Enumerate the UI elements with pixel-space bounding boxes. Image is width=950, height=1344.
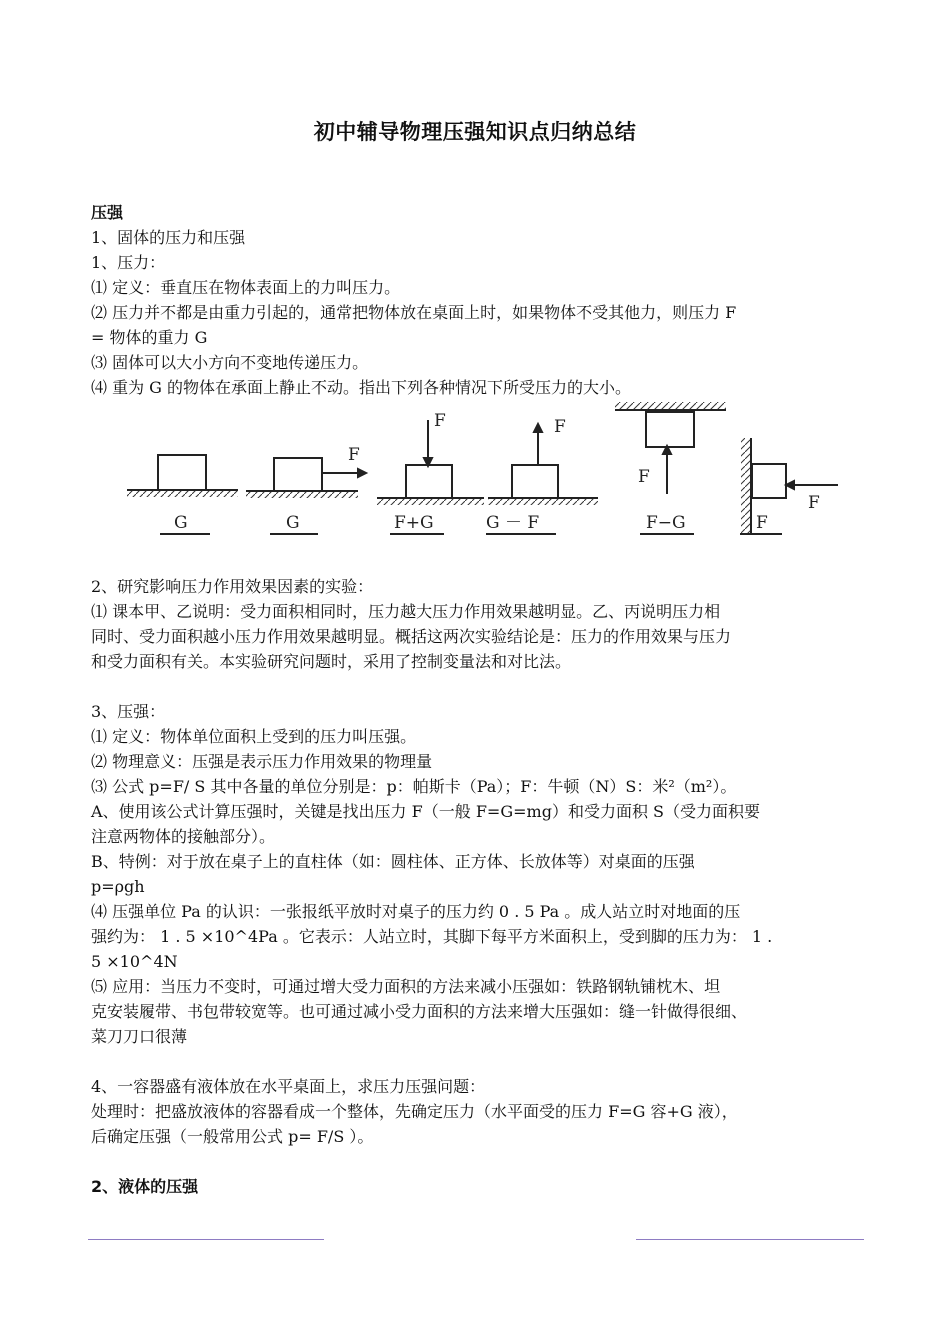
page-title: 初中辅导物理压强知识点归纳总结 bbox=[313, 120, 637, 144]
text-line: ⑶ 公式 p=F/ S 其中各量的单位分别是：p：帕斯卡（Pa）；F：牛顿（N）S：米²（m²）。 bbox=[91, 777, 737, 796]
section-heading-pressure: 压强 bbox=[91, 203, 124, 222]
footer-rule-left bbox=[88, 1239, 324, 1240]
document-body bbox=[91, 200, 871, 1199]
result-label: F bbox=[756, 513, 768, 533]
text-line: ⑷ 重为 G 的物体在承面上静止不动。指出下列各种情况下所受压力的大小。 bbox=[91, 378, 632, 397]
blank-line bbox=[91, 674, 871, 699]
text-line: ⑵ 压力并不都是由重力引起的，通常把物体放在桌面上时，如果物体不受其他力，则压力 F bbox=[91, 303, 737, 322]
text-line: 和受力面积有关。本实验研究问题时，采用了控制变量法和对比法。 bbox=[91, 652, 572, 671]
text-line: 强约为： 1 . 5 ×10^4Pa 。它表示：人站立时，其脚下每平方米面积上，受到脚的压力为： 1 . bbox=[91, 927, 773, 946]
result-label: G － F bbox=[486, 513, 540, 533]
text-line: 同时、受力面积越小压力作用效果越明显。概括这两次实验结论是：压力的作用效果与压力 bbox=[91, 627, 732, 646]
text-line: 1、压力： bbox=[91, 253, 166, 272]
case-downward-force bbox=[377, 420, 484, 505]
text-line: = 物体的重力 G bbox=[91, 328, 208, 347]
case-weight-only bbox=[127, 455, 238, 497]
blank-line bbox=[91, 1149, 871, 1174]
force-label: F bbox=[808, 493, 820, 513]
force-label: F bbox=[638, 467, 650, 487]
force-label: F bbox=[434, 411, 446, 431]
text-line: 3、压强： bbox=[91, 702, 166, 721]
text-line: 处理时：把盛放液体的容器看成一个整体，先确定压力（水平面受的压力 F=G 容+G 液）， bbox=[91, 1102, 738, 1121]
result-label: F−G bbox=[646, 513, 686, 533]
text-line: 菜刀刀口很薄 bbox=[91, 1027, 188, 1046]
section-heading-liquid-pressure: 2、液体的压强 bbox=[91, 1177, 199, 1196]
text-line: 4、一容器盛有液体放在水平桌面上，求压力压强问题： bbox=[91, 1077, 486, 1096]
text-line: 1、固体的压力和压强 bbox=[91, 228, 246, 247]
text-line: 2、研究影响压力作用效果因素的实验： bbox=[91, 577, 374, 596]
text-line: A、使用该公式计算压强时，关键是找出压力 F（一般 F=G=mg）和受力面积 S（受力面积要 bbox=[91, 802, 760, 821]
result-label: G bbox=[286, 513, 300, 533]
force-label: F bbox=[348, 445, 360, 465]
blank-line bbox=[91, 1049, 871, 1074]
result-label: G bbox=[174, 513, 188, 533]
text-line: 注意两物体的接触部分）。 bbox=[91, 827, 276, 846]
text-line: 后确定压强（一般常用公式 p= F/S ）。 bbox=[91, 1127, 374, 1146]
text-line: 5 ×10^4N bbox=[91, 952, 178, 971]
force-label: F bbox=[554, 417, 566, 437]
text-line: ⑵ 物理意义：压强是表示压力作用效果的物理量 bbox=[91, 752, 433, 771]
text-line: p=ρgh bbox=[91, 877, 145, 896]
text-line: ⑴ 定义：物体单位面积上受到的压力叫压强。 bbox=[91, 727, 417, 746]
text-line: 克安装履带、书包带较宽等。也可通过减小受力面积的方法来增大压强如：缝一针做得很细、 bbox=[91, 1002, 748, 1021]
case-upward-force bbox=[488, 424, 598, 505]
text-line: ⑴ 课本甲、乙说明：受力面积相同时，压力越大压力作用效果越明显。乙、丙说明压力相 bbox=[91, 602, 721, 621]
text-line: ⑸ 应用：当压力不变时，可通过增大受力面积的方法来减小压强如：铁路钢轨铺枕木、坦 bbox=[91, 977, 721, 996]
result-label: F+G bbox=[394, 513, 434, 533]
text-line: B、特例：对于放在桌子上的直柱体（如：圆柱体、正方体、长放体等）对桌面的压强 bbox=[91, 852, 695, 871]
text-line: ⑷ 压强单位 Pa 的认识：一张报纸平放时对桌子的压力约 0 . 5 Pa 。成人站立时对地面的压 bbox=[91, 902, 741, 921]
pressure-diagram bbox=[122, 396, 852, 540]
text-line: ⑴ 定义：垂直压在物体表面上的力叫压力。 bbox=[91, 278, 401, 297]
case-ceiling bbox=[615, 402, 726, 494]
footer-rule-right bbox=[636, 1239, 864, 1240]
text-line: ⑶ 固体可以大小方向不变地传递压力。 bbox=[91, 353, 369, 372]
